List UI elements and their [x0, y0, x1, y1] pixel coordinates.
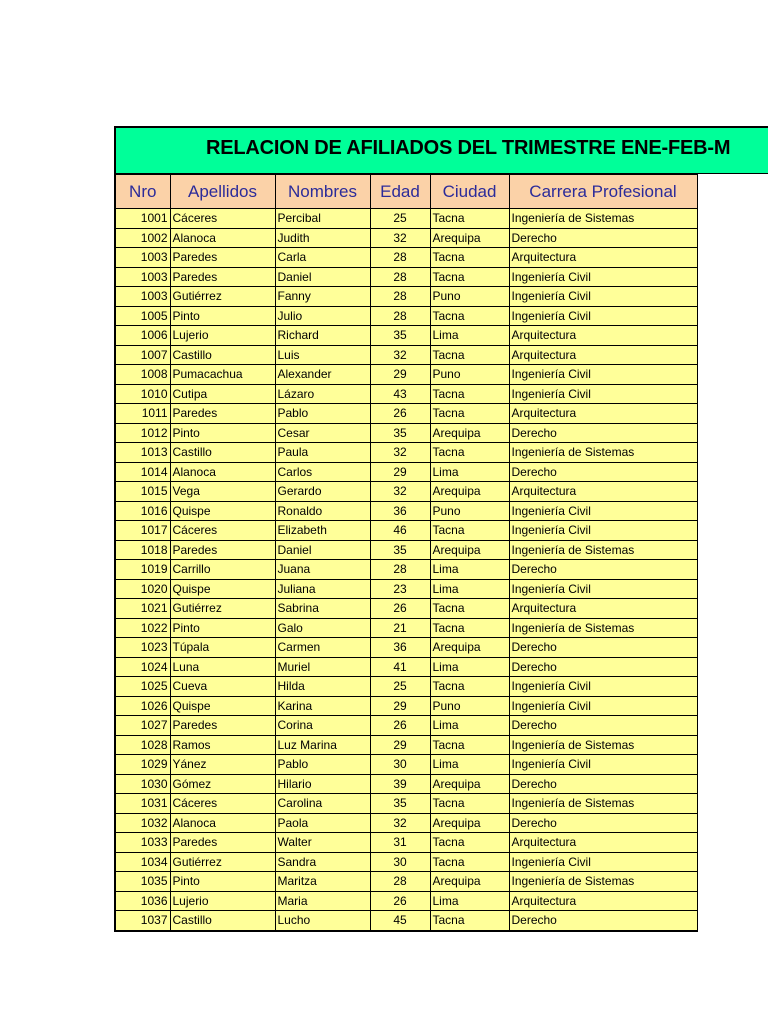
column-header-nro: Nro — [115, 175, 170, 209]
table-row — [115, 501, 697, 521]
cell-nombres: Paola — [275, 813, 370, 833]
cell-ciudad: Arequipa — [430, 482, 509, 502]
cell-ciudad: Tacna — [430, 404, 509, 424]
cell-nro: 1017 — [115, 521, 170, 541]
cell-carrera: Derecho — [509, 774, 697, 794]
page-title: RELACION DE AFILIADOS DEL TRIMESTRE ENE-FEB-M — [206, 137, 731, 159]
cell-apellidos: Paredes — [170, 833, 275, 853]
cell-ciudad: Arequipa — [430, 540, 509, 560]
cell-apellidos: Castillo — [170, 911, 275, 931]
cell-nombres: Alexander — [275, 365, 370, 385]
cell-nombres: Daniel — [275, 540, 370, 560]
cell-nombres: Lucho — [275, 911, 370, 931]
cell-nombres: Walter — [275, 833, 370, 853]
cell-apellidos: Cáceres — [170, 521, 275, 541]
cell-apellidos: Carrillo — [170, 560, 275, 580]
cell-carrera: Arquitectura — [509, 599, 697, 619]
cell-nro: 1001 — [115, 209, 170, 229]
table-row — [115, 345, 697, 365]
table-row — [115, 306, 697, 326]
cell-ciudad: Arequipa — [430, 872, 509, 892]
cell-nro: 1025 — [115, 677, 170, 697]
cell-carrera: Ingeniería de Sistemas — [509, 735, 697, 755]
cell-carrera: Arquitectura — [509, 345, 697, 365]
column-header-edad: Edad — [370, 175, 430, 209]
cell-nro: 1005 — [115, 306, 170, 326]
cell-nombres: Carlos — [275, 462, 370, 482]
cell-nro: 1003 — [115, 267, 170, 287]
cell-carrera: Arquitectura — [509, 248, 697, 268]
cell-edad: 30 — [370, 755, 430, 775]
cell-apellidos: Quispe — [170, 696, 275, 716]
cell-nro: 1021 — [115, 599, 170, 619]
table-title-bar — [114, 126, 768, 174]
table-row — [115, 872, 697, 892]
table-row — [115, 365, 697, 385]
cell-nombres: Hilda — [275, 677, 370, 697]
cell-nombres: Luz Marina — [275, 735, 370, 755]
cell-nro: 1028 — [115, 735, 170, 755]
table-row — [115, 482, 697, 502]
table-row — [115, 462, 697, 482]
cell-apellidos: Cutipa — [170, 384, 275, 404]
cell-nro: 1036 — [115, 891, 170, 911]
cell-apellidos: Vega — [170, 482, 275, 502]
cell-nombres: Galo — [275, 618, 370, 638]
cell-edad: 26 — [370, 599, 430, 619]
table-row — [115, 287, 697, 307]
cell-edad: 23 — [370, 579, 430, 599]
cell-nombres: Karina — [275, 696, 370, 716]
table-row — [115, 384, 697, 404]
cell-carrera: Derecho — [509, 911, 697, 931]
cell-apellidos: Alanoca — [170, 813, 275, 833]
cell-carrera: Derecho — [509, 813, 697, 833]
cell-nro: 1034 — [115, 852, 170, 872]
cell-edad: 39 — [370, 774, 430, 794]
cell-nro: 1013 — [115, 443, 170, 463]
cell-carrera: Ingeniería Civil — [509, 852, 697, 872]
table-row — [115, 735, 697, 755]
cell-edad: 28 — [370, 248, 430, 268]
table-row — [115, 677, 697, 697]
column-header-nombres: Nombres — [275, 175, 370, 209]
cell-edad: 29 — [370, 462, 430, 482]
cell-apellidos: Cáceres — [170, 794, 275, 814]
cell-nro: 1035 — [115, 872, 170, 892]
cell-nombres: Carla — [275, 248, 370, 268]
cell-apellidos: Pinto — [170, 306, 275, 326]
cell-edad: 28 — [370, 287, 430, 307]
cell-nombres: Juana — [275, 560, 370, 580]
cell-ciudad: Tacna — [430, 618, 509, 638]
cell-ciudad: Tacna — [430, 248, 509, 268]
cell-edad: 25 — [370, 677, 430, 697]
table-row — [115, 521, 697, 541]
cell-apellidos: Lujerio — [170, 891, 275, 911]
table-body — [115, 209, 697, 931]
cell-apellidos: Luna — [170, 657, 275, 677]
cell-edad: 32 — [370, 482, 430, 502]
cell-carrera: Derecho — [509, 462, 697, 482]
cell-nombres: Julio — [275, 306, 370, 326]
cell-apellidos: Túpala — [170, 638, 275, 658]
cell-nombres: Fanny — [275, 287, 370, 307]
cell-ciudad: Tacna — [430, 677, 509, 697]
cell-nro: 1031 — [115, 794, 170, 814]
table-row — [115, 891, 697, 911]
column-header-apellidos: Apellidos — [170, 175, 275, 209]
cell-carrera: Derecho — [509, 657, 697, 677]
cell-apellidos: Pumacachua — [170, 365, 275, 385]
cell-ciudad: Tacna — [430, 794, 509, 814]
table-row — [115, 755, 697, 775]
cell-carrera: Ingeniería Civil — [509, 365, 697, 385]
cell-carrera: Ingeniería Civil — [509, 677, 697, 697]
table-row — [115, 579, 697, 599]
cell-carrera: Ingeniería de Sistemas — [509, 872, 697, 892]
table-row — [115, 540, 697, 560]
cell-carrera: Ingeniería Civil — [509, 579, 697, 599]
table-row — [115, 813, 697, 833]
cell-edad: 43 — [370, 384, 430, 404]
cell-nro: 1022 — [115, 618, 170, 638]
cell-nro: 1016 — [115, 501, 170, 521]
afiliados-table — [114, 174, 698, 932]
cell-edad: 35 — [370, 540, 430, 560]
cell-edad: 28 — [370, 306, 430, 326]
cell-ciudad: Arequipa — [430, 638, 509, 658]
cell-carrera: Ingeniería de Sistemas — [509, 794, 697, 814]
cell-carrera: Ingeniería Civil — [509, 287, 697, 307]
cell-nro: 1026 — [115, 696, 170, 716]
cell-edad: 32 — [370, 443, 430, 463]
cell-ciudad: Tacna — [430, 911, 509, 931]
cell-nro: 1024 — [115, 657, 170, 677]
cell-edad: 35 — [370, 794, 430, 814]
cell-carrera: Derecho — [509, 423, 697, 443]
cell-carrera: Ingeniería de Sistemas — [509, 618, 697, 638]
cell-apellidos: Gutiérrez — [170, 852, 275, 872]
cell-edad: 21 — [370, 618, 430, 638]
cell-carrera: Ingeniería Civil — [509, 696, 697, 716]
cell-apellidos: Gutiérrez — [170, 599, 275, 619]
cell-nro: 1027 — [115, 716, 170, 736]
cell-nro: 1029 — [115, 755, 170, 775]
cell-nombres: Carolina — [275, 794, 370, 814]
table-row — [115, 267, 697, 287]
cell-nombres: Corina — [275, 716, 370, 736]
cell-nombres: Paula — [275, 443, 370, 463]
cell-edad: 35 — [370, 326, 430, 346]
cell-nombres: Cesar — [275, 423, 370, 443]
cell-edad: 36 — [370, 638, 430, 658]
cell-edad: 26 — [370, 891, 430, 911]
cell-edad: 32 — [370, 813, 430, 833]
cell-apellidos: Cueva — [170, 677, 275, 697]
cell-nombres: Carmen — [275, 638, 370, 658]
cell-nro: 1019 — [115, 560, 170, 580]
cell-carrera: Ingeniería Civil — [509, 521, 697, 541]
cell-apellidos: Quispe — [170, 579, 275, 599]
cell-edad: 32 — [370, 345, 430, 365]
cell-edad: 26 — [370, 404, 430, 424]
cell-ciudad: Tacna — [430, 267, 509, 287]
cell-nro: 1012 — [115, 423, 170, 443]
cell-nro: 1003 — [115, 248, 170, 268]
cell-apellidos: Paredes — [170, 716, 275, 736]
table-row — [115, 326, 697, 346]
cell-edad: 28 — [370, 872, 430, 892]
cell-nro: 1023 — [115, 638, 170, 658]
table-row — [115, 209, 697, 229]
cell-nro: 1006 — [115, 326, 170, 346]
cell-nro: 1008 — [115, 365, 170, 385]
header-row — [115, 175, 697, 209]
cell-apellidos: Pinto — [170, 872, 275, 892]
cell-nombres: Lázaro — [275, 384, 370, 404]
cell-ciudad: Tacna — [430, 306, 509, 326]
cell-apellidos: Ramos — [170, 735, 275, 755]
cell-edad: 29 — [370, 365, 430, 385]
table-row — [115, 911, 697, 931]
cell-apellidos: Pinto — [170, 423, 275, 443]
cell-nro: 1002 — [115, 228, 170, 248]
cell-nombres: Elizabeth — [275, 521, 370, 541]
cell-carrera: Arquitectura — [509, 891, 697, 911]
cell-ciudad: Tacna — [430, 521, 509, 541]
cell-nombres: Gerardo — [275, 482, 370, 502]
cell-carrera: Ingeniería Civil — [509, 306, 697, 326]
cell-ciudad: Lima — [430, 462, 509, 482]
cell-carrera: Ingeniería de Sistemas — [509, 443, 697, 463]
cell-nombres: Juliana — [275, 579, 370, 599]
cell-nombres: Sandra — [275, 852, 370, 872]
table-row — [115, 248, 697, 268]
cell-edad: 30 — [370, 852, 430, 872]
cell-ciudad: Tacna — [430, 735, 509, 755]
cell-nro: 1003 — [115, 287, 170, 307]
cell-apellidos: Pinto — [170, 618, 275, 638]
cell-apellidos: Castillo — [170, 443, 275, 463]
cell-edad: 41 — [370, 657, 430, 677]
cell-nombres: Maritza — [275, 872, 370, 892]
cell-carrera: Ingeniería Civil — [509, 267, 697, 287]
cell-carrera: Arquitectura — [509, 404, 697, 424]
cell-edad: 29 — [370, 696, 430, 716]
cell-ciudad: Lima — [430, 755, 509, 775]
table-row — [115, 774, 697, 794]
cell-nombres: Maria — [275, 891, 370, 911]
table-row — [115, 443, 697, 463]
table-row — [115, 833, 697, 853]
column-header-ciudad: Ciudad — [430, 175, 509, 209]
cell-nombres: Muriel — [275, 657, 370, 677]
cell-apellidos: Yánez — [170, 755, 275, 775]
cell-nombres: Pablo — [275, 755, 370, 775]
cell-apellidos: Castillo — [170, 345, 275, 365]
cell-carrera: Ingeniería Civil — [509, 755, 697, 775]
cell-ciudad: Arequipa — [430, 813, 509, 833]
cell-edad: 35 — [370, 423, 430, 443]
cell-apellidos: Gómez — [170, 774, 275, 794]
cell-ciudad: Arequipa — [430, 228, 509, 248]
table-row — [115, 716, 697, 736]
cell-edad: 25 — [370, 209, 430, 229]
cell-nro: 1032 — [115, 813, 170, 833]
cell-edad: 31 — [370, 833, 430, 853]
cell-nombres: Judith — [275, 228, 370, 248]
table-row — [115, 228, 697, 248]
cell-apellidos: Gutiérrez — [170, 287, 275, 307]
cell-carrera: Derecho — [509, 560, 697, 580]
cell-apellidos: Alanoca — [170, 228, 275, 248]
cell-ciudad: Puno — [430, 365, 509, 385]
cell-ciudad: Puno — [430, 287, 509, 307]
cell-nro: 1020 — [115, 579, 170, 599]
cell-ciudad: Arequipa — [430, 423, 509, 443]
table-row — [115, 657, 697, 677]
table-row — [115, 404, 697, 424]
cell-carrera: Derecho — [509, 228, 697, 248]
table-row — [115, 423, 697, 443]
cell-ciudad: Tacna — [430, 209, 509, 229]
cell-nro: 1033 — [115, 833, 170, 853]
cell-edad: 28 — [370, 267, 430, 287]
cell-carrera: Ingeniería de Sistemas — [509, 209, 697, 229]
cell-ciudad: Lima — [430, 891, 509, 911]
cell-apellidos: Paredes — [170, 404, 275, 424]
cell-carrera: Ingeniería Civil — [509, 384, 697, 404]
cell-ciudad: Puno — [430, 696, 509, 716]
cell-edad: 45 — [370, 911, 430, 931]
table-row — [115, 638, 697, 658]
cell-nombres: Richard — [275, 326, 370, 346]
cell-nombres: Ronaldo — [275, 501, 370, 521]
table-row — [115, 599, 697, 619]
cell-apellidos: Paredes — [170, 267, 275, 287]
cell-edad: 46 — [370, 521, 430, 541]
cell-nombres: Hilario — [275, 774, 370, 794]
cell-nombres: Percibal — [275, 209, 370, 229]
cell-ciudad: Tacna — [430, 852, 509, 872]
cell-nro: 1014 — [115, 462, 170, 482]
cell-apellidos: Lujerio — [170, 326, 275, 346]
cell-ciudad: Tacna — [430, 384, 509, 404]
cell-nro: 1037 — [115, 911, 170, 931]
table-row — [115, 696, 697, 716]
cell-carrera: Ingeniería Civil — [509, 501, 697, 521]
cell-nro: 1011 — [115, 404, 170, 424]
cell-nro: 1007 — [115, 345, 170, 365]
cell-apellidos: Alanoca — [170, 462, 275, 482]
table-row — [115, 560, 697, 580]
table-row — [115, 618, 697, 638]
cell-ciudad: Tacna — [430, 443, 509, 463]
cell-ciudad: Tacna — [430, 833, 509, 853]
cell-apellidos: Paredes — [170, 248, 275, 268]
cell-ciudad: Tacna — [430, 599, 509, 619]
cell-ciudad: Lima — [430, 579, 509, 599]
cell-nombres: Sabrina — [275, 599, 370, 619]
cell-carrera: Arquitectura — [509, 326, 697, 346]
cell-edad: 32 — [370, 228, 430, 248]
cell-carrera: Derecho — [509, 638, 697, 658]
cell-ciudad: Lima — [430, 326, 509, 346]
cell-ciudad: Puno — [430, 501, 509, 521]
cell-edad: 29 — [370, 735, 430, 755]
cell-carrera: Derecho — [509, 716, 697, 736]
cell-nro: 1030 — [115, 774, 170, 794]
cell-nro: 1015 — [115, 482, 170, 502]
cell-nro: 1018 — [115, 540, 170, 560]
cell-apellidos: Paredes — [170, 540, 275, 560]
cell-edad: 36 — [370, 501, 430, 521]
cell-nombres: Daniel — [275, 267, 370, 287]
cell-edad: 26 — [370, 716, 430, 736]
cell-apellidos: Quispe — [170, 501, 275, 521]
cell-ciudad: Lima — [430, 657, 509, 677]
cell-nombres: Pablo — [275, 404, 370, 424]
cell-carrera: Arquitectura — [509, 482, 697, 502]
cell-ciudad: Arequipa — [430, 774, 509, 794]
table-row — [115, 852, 697, 872]
column-header-carrera: Carrera Profesional — [509, 175, 697, 209]
cell-nro: 1010 — [115, 384, 170, 404]
cell-carrera: Ingeniería de Sistemas — [509, 540, 697, 560]
cell-carrera: Arquitectura — [509, 833, 697, 853]
cell-nombres: Luis — [275, 345, 370, 365]
cell-ciudad: Tacna — [430, 345, 509, 365]
cell-edad: 28 — [370, 560, 430, 580]
table-row — [115, 794, 697, 814]
cell-apellidos: Cáceres — [170, 209, 275, 229]
cell-ciudad: Lima — [430, 716, 509, 736]
cell-ciudad: Lima — [430, 560, 509, 580]
